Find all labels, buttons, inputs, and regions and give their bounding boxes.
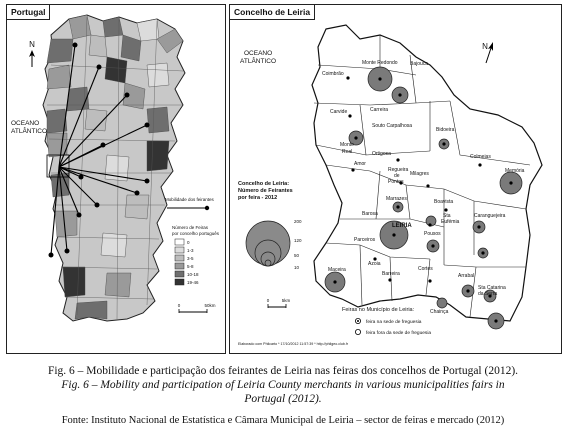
svg-text:50km: 50km bbox=[204, 303, 216, 308]
size-legend-50: 50 bbox=[294, 253, 300, 258]
legend-class-label-4: 10-18 bbox=[187, 272, 199, 277]
place-label-8: Real bbox=[342, 149, 353, 155]
legend-class-label-5: 19-46 bbox=[187, 280, 199, 285]
legend-title-line1: Número de Feiras bbox=[172, 225, 209, 230]
place-label-23: Caranguejeira bbox=[474, 213, 506, 219]
fair-parish-seat-label: feira na sede de freguesia bbox=[366, 320, 422, 325]
legend-classes bbox=[175, 239, 199, 285]
place-label-28: Barreira bbox=[382, 271, 400, 277]
place-label-5: Souto Carpalhosa bbox=[372, 123, 413, 129]
place-label-12: Amor bbox=[354, 161, 366, 167]
legend-swatch-3 bbox=[175, 263, 184, 269]
ocean-label-line2: ATLÂNTICO bbox=[240, 58, 276, 65]
legend-title-line1: Concelho de Leiria: bbox=[238, 181, 290, 187]
figure-source: Fonte: Instituto Nacional de Estatística e Câmara Municipal de Leiria – sector de feiras e mercado (2012) bbox=[61, 415, 505, 426]
size-legend-200: 200 bbox=[294, 219, 302, 224]
scale-bar bbox=[178, 303, 216, 313]
place-label-0: Coimbrão bbox=[322, 71, 344, 77]
place-label-13: Regueira bbox=[388, 167, 409, 173]
size-legend-circles bbox=[246, 221, 290, 266]
legend-class-label-3: 5-8 bbox=[187, 264, 194, 269]
fairs-legend-title: Feiras no Município de Leiria: bbox=[342, 307, 415, 313]
legend-swatch-2 bbox=[175, 255, 184, 261]
place-label-25: Parceiros bbox=[354, 237, 376, 243]
figure-caption-en-line1: Fig. 6 – Mobility and participation of Leiria County merchants in various municipalities fairs in bbox=[61, 379, 505, 391]
place-label-4: Carreira bbox=[370, 107, 389, 113]
place-label-24: Pousos bbox=[424, 231, 441, 237]
legend-swatch-1 bbox=[175, 247, 184, 253]
place-label-17: Marrazes bbox=[386, 196, 407, 202]
place-label-27: Maceira bbox=[328, 267, 346, 273]
svg-text:0: 0 bbox=[177, 303, 181, 308]
leiria-map bbox=[230, 5, 561, 353]
legend-swatch-5 bbox=[175, 279, 184, 285]
place-label-19: Barosa bbox=[362, 211, 378, 217]
place-label-9: Ortigosa bbox=[372, 151, 391, 157]
place-label-16: Milagres bbox=[410, 171, 429, 177]
place-label-11: Memória bbox=[505, 168, 525, 174]
outside-seat-symbol bbox=[355, 329, 360, 334]
legend-title-line3: por feira - 2012 bbox=[238, 195, 278, 201]
place-label-26: Azoia bbox=[368, 261, 381, 267]
portugal-map bbox=[7, 5, 225, 353]
figure-caption-pt: Fig. 6 – Mobilidade e participação dos feirantes de Leiria nas feiras dos concelhos de Portugal (2012). bbox=[47, 365, 519, 377]
scale-bar bbox=[267, 298, 291, 308]
legend-title-line2: Número de Feirantes bbox=[238, 188, 293, 194]
place-label-31: Sta Catarina bbox=[478, 285, 506, 291]
place-label-30: Arrabal bbox=[458, 273, 475, 279]
legend-swatch-4 bbox=[175, 271, 184, 277]
place-label-29: Cortes bbox=[418, 266, 433, 272]
map-credit: Elaborado com Philcarto * 17/10/2012 11:57:39 * http://philgeo.club.fr bbox=[238, 342, 349, 346]
svg-text:N: N bbox=[29, 40, 35, 49]
svg-text:N: N bbox=[482, 42, 488, 51]
legend-class-label-2: 3-5 bbox=[187, 256, 194, 261]
place-label-20: LEIRIA bbox=[392, 223, 412, 229]
place-label-21: Sta bbox=[443, 213, 451, 219]
fair-outside-seat-label: feira fora da sede de freguesia bbox=[366, 331, 432, 336]
ocean-label-line1: OCEANO bbox=[244, 50, 273, 57]
place-label-2: Bajouca bbox=[410, 61, 429, 67]
size-legend-10: 10 bbox=[294, 265, 300, 270]
legend-title-line2: por concelho português bbox=[172, 231, 220, 236]
svg-text:0: 0 bbox=[266, 298, 270, 303]
legend-class-label-1: 1-3 bbox=[187, 248, 194, 253]
figure-caption-en-line2: Portugal (2012). bbox=[244, 393, 322, 405]
legend-swatch-0 bbox=[175, 239, 184, 245]
place-label-15: Pontes bbox=[388, 179, 404, 185]
legend-class-label-0: 0 bbox=[187, 240, 190, 245]
place-label-6: Bidoeira bbox=[436, 127, 455, 133]
portugal-map-panel bbox=[6, 4, 226, 354]
ocean-label-line2: ATLÂNTICO bbox=[11, 128, 47, 135]
place-label-22: Eufémia bbox=[441, 219, 460, 225]
place-label-7: Monte bbox=[340, 142, 354, 148]
leiria-map-panel bbox=[229, 4, 562, 354]
place-label-18: Boavista bbox=[434, 199, 454, 205]
portugal-map-title: Portugal bbox=[7, 5, 50, 20]
mobility-legend-label: Mobilidade dos feirantes bbox=[165, 197, 214, 202]
place-label-14: de bbox=[394, 173, 400, 179]
leiria-map-title: Concelho de Leiria bbox=[230, 5, 315, 20]
svg-text:5km: 5km bbox=[281, 298, 291, 303]
north-arrow-icon bbox=[29, 40, 35, 67]
place-label-1: Monte Redondo bbox=[362, 60, 398, 66]
ocean-label-line1: OCEANO bbox=[11, 120, 40, 127]
north-arrow-icon bbox=[482, 42, 493, 63]
place-label-3: Carvide bbox=[330, 109, 348, 115]
place-label-33: Chainça bbox=[430, 309, 449, 315]
place-label-10: Colmeias bbox=[470, 154, 491, 160]
place-label-32: da Serra bbox=[478, 291, 498, 297]
size-legend-120: 120 bbox=[294, 238, 302, 243]
